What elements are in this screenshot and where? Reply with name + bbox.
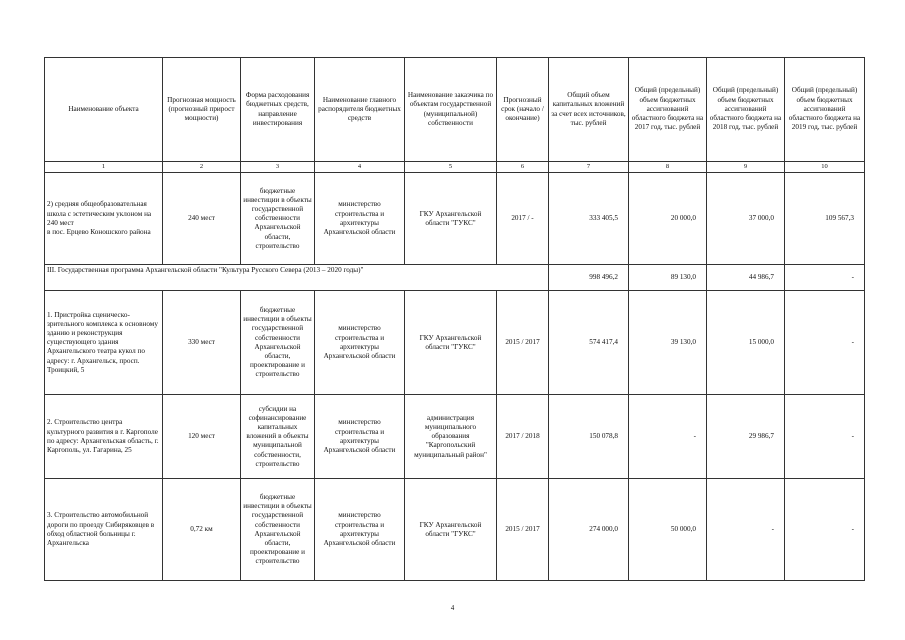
- capacity-value: 240 мест: [163, 173, 241, 265]
- object-name: 2) средняя общеобразовательная школа с эстетическим уклоном на 240 мест в пос. Ерцево Коношского района: [45, 173, 163, 265]
- section-budget-2017-value: 89 130,0: [629, 265, 707, 291]
- period-value: 2015 / 2017: [497, 291, 549, 395]
- budget-2017-value: -: [629, 395, 707, 479]
- column-number: 6: [497, 162, 549, 173]
- header-total-investment: Общий объем капитальных вложений за счет всех источников, тыс. рублей: [549, 58, 629, 162]
- customer-name: ГКУ Архангельской области "ГУКС": [405, 173, 497, 265]
- page-number: 4: [450, 604, 455, 612]
- column-number: 8: [629, 162, 707, 173]
- spending-form: бюджетные инвестиции в объекты государственной собственности Архангельской области, проектирование и строительство: [241, 479, 315, 581]
- header-budget-2018: Общий (предельный) объем бюджетных ассигнований областного бюджета на 2018 год, тыс. рублей: [707, 58, 785, 162]
- distributor-name: министерство строительства и архитектуры Архангельской области: [315, 395, 405, 479]
- budget-2018-value: -: [707, 479, 785, 581]
- header-period: Прогнозный срок (начало / окончание): [497, 58, 549, 162]
- total-investment-value: 150 078,8: [549, 395, 629, 479]
- column-number: 7: [549, 162, 629, 173]
- column-number: 1: [45, 162, 163, 173]
- budget-2019-value: -: [785, 395, 865, 479]
- distributor-name: министерство строительства и архитектуры Архангельской области: [315, 479, 405, 581]
- header-budget-2019: Общий (предельный) объем бюджетных ассигнований областного бюджета на 2019 год, тыс. рублей: [785, 58, 865, 162]
- section-budget-2019-value: -: [785, 265, 865, 291]
- table-row: [45, 479, 865, 581]
- spending-form: бюджетные инвестиции в объекты государственной собственности Архангельской области, строительство: [241, 173, 315, 265]
- total-investment-value: 274 000,0: [549, 479, 629, 581]
- table-row: [45, 173, 865, 265]
- header-spending-form: Форма расходования бюджетных средств, направление инвестирования: [241, 58, 315, 162]
- budget-2019-value: -: [785, 291, 865, 395]
- object-name: 3. Строительство автомобильной дороги по проезду Сибиряковцев в обход областной больницы г. Архангельска: [45, 479, 163, 581]
- spending-form: бюджетные инвестиции в объекты государственной собственности Архангельской области, проектирование и строительство: [241, 291, 315, 395]
- header-distributor: Наименование главного распорядителя бюджетных средств: [315, 58, 405, 162]
- customer-name: ГКУ Архангельской области "ГУКС": [405, 291, 497, 395]
- column-number: 5: [405, 162, 497, 173]
- header-customer: Наименование заказчика по объектам государственной (муниципальной) собственности: [405, 58, 497, 162]
- column-number-row: [45, 162, 865, 173]
- budget-2018-value: 37 000,0: [707, 173, 785, 265]
- budget-2017-value: 20 000,0: [629, 173, 707, 265]
- column-number: 3: [241, 162, 315, 173]
- customer-name: администрация муниципального образования "Каргопольский муниципальный район": [405, 395, 497, 479]
- column-number: 4: [315, 162, 405, 173]
- capacity-value: 0,72 км: [163, 479, 241, 581]
- budget-2017-value: 39 130,0: [629, 291, 707, 395]
- distributor-name: министерство строительства и архитектуры Архангельской области: [315, 173, 405, 265]
- budget-2018-value: 29 986,7: [707, 395, 785, 479]
- customer-name: ГКУ Архангельской области "ГУКС": [405, 479, 497, 581]
- period-value: 2015 / 2017: [497, 479, 549, 581]
- period-value: 2017 / -: [497, 173, 549, 265]
- spending-form: субсидии на софинансирование капитальных вложений в объекты муниципальной собственности, строительство: [241, 395, 315, 479]
- object-name: 2. Строительство центра культурного развития в г. Каргополе по адресу: Архангельская область, г. Каргополь, ул. Гагарина, 25: [45, 395, 163, 479]
- header-capacity: Прогнозная мощность (прогнозный прирост мощности): [163, 58, 241, 162]
- column-number: 9: [707, 162, 785, 173]
- budget-2018-value: 15 000,0: [707, 291, 785, 395]
- capital-investments-table: [44, 57, 865, 581]
- total-investment-value: 574 417,4: [549, 291, 629, 395]
- table-row: [45, 291, 865, 395]
- section-title: III. Государственная программа Архангельской области "Культура Русского Севера (2013 – 2020 годы)": [45, 265, 549, 291]
- total-investment-value: 333 405,5: [549, 173, 629, 265]
- object-name: 1. Пристройка сценическо-зрительного комплекса к основному зданию и реконструкция существующего здания Архангельского театра кукол по адресу: г. Архангельск, просп. Троицкий, 5: [45, 291, 163, 395]
- section-row: [45, 265, 865, 291]
- header-object-name: Наименование объекта: [45, 58, 163, 162]
- budget-2017-value: 50 000,0: [629, 479, 707, 581]
- header-budget-2017: Общий (предельный) объем бюджетных ассигнований областного бюджета на 2017 год, тыс. рублей: [629, 58, 707, 162]
- period-value: 2017 / 2018: [497, 395, 549, 479]
- budget-2019-value: -: [785, 479, 865, 581]
- table-row: [45, 395, 865, 479]
- distributor-name: министерство строительства и архитектуры Архангельской области: [315, 291, 405, 395]
- capacity-value: 120 мест: [163, 395, 241, 479]
- budget-2019-value: 109 567,3: [785, 173, 865, 265]
- capacity-value: 330 мест: [163, 291, 241, 395]
- section-total-value: 998 496,2: [549, 265, 629, 291]
- column-number: 2: [163, 162, 241, 173]
- section-budget-2018-value: 44 986,7: [707, 265, 785, 291]
- table-header-row: [45, 58, 865, 162]
- column-number: 10: [785, 162, 865, 173]
